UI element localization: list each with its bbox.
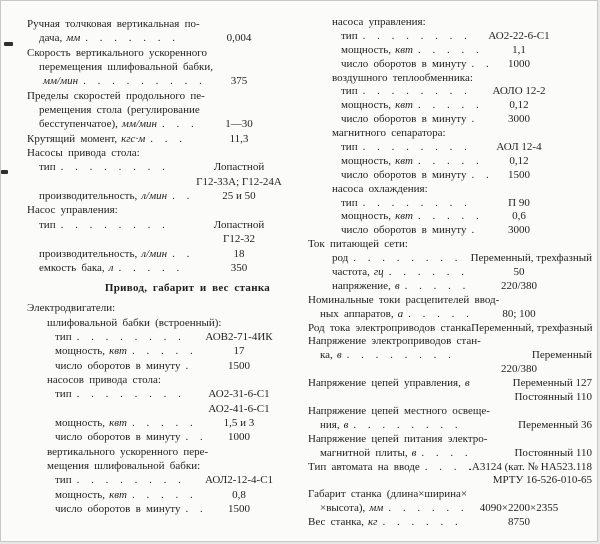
spec-line	[304, 349, 594, 363]
spec-line	[304, 461, 594, 475]
spec-label: Скорость вертикального ускоренного	[27, 46, 208, 59]
unit-label: гц	[373, 266, 384, 279]
spec-value: 1500	[508, 168, 530, 181]
dot-leader: . . . . . . . .	[353, 252, 458, 265]
spec-line	[304, 322, 594, 336]
spec-value: 0,8	[232, 488, 246, 501]
spec-line	[304, 141, 594, 155]
spec-label: число оборотов в минуту	[55, 359, 181, 372]
spec-label: производительность,	[39, 247, 138, 260]
unit-label: в	[336, 349, 342, 362]
spec-value: 375	[230, 75, 248, 88]
spec-line	[304, 210, 594, 224]
spec-line	[304, 85, 594, 99]
spec-line	[9, 31, 291, 45]
spec-value: Г12-33А; Г12-24А	[196, 175, 282, 188]
spec-line	[9, 473, 291, 487]
spec-line	[9, 445, 291, 459]
dot-leader: . . .	[150, 132, 182, 145]
spec-line	[304, 488, 594, 502]
dot-leader: . . .	[162, 118, 194, 131]
spec-line	[304, 127, 594, 141]
spec-value: 1000	[508, 57, 530, 70]
spec-label: Насос управления:	[27, 204, 118, 217]
dot-leader: . .	[185, 503, 203, 515]
spec-line	[304, 266, 594, 280]
unit-label: в	[343, 418, 349, 431]
spec-label: насоса управления:	[332, 16, 426, 28]
spec-label: тип	[39, 161, 56, 174]
section-heading	[9, 275, 291, 301]
dot-leader: . . . . .	[118, 261, 180, 274]
spec-label: Габарит станка (длина×ширина×	[308, 488, 468, 501]
spec-value: 1500	[228, 359, 250, 372]
unit-label: квт	[395, 43, 413, 56]
spec-value: 11,3	[229, 132, 249, 145]
spec-value: 25 и 50	[222, 190, 256, 203]
dot-leader: . . . . . . .	[85, 32, 175, 45]
unit-label: в	[464, 377, 470, 390]
spec-line	[304, 183, 594, 197]
spec-line	[9, 60, 291, 74]
spec-line	[304, 72, 594, 86]
spec-line	[304, 377, 594, 391]
unit-label: квт	[395, 99, 413, 112]
spec-value: П 90	[508, 196, 530, 209]
unit-label: а	[397, 307, 404, 320]
spec-value: 220/380	[500, 279, 538, 292]
spec-label: ния,	[320, 418, 340, 431]
dot-leader: . . . . . . . .	[76, 474, 181, 487]
unit-label: кг	[368, 516, 378, 529]
spec-value: Постоянный 110	[514, 391, 592, 404]
spec-value: 4090×2200×2355	[479, 502, 559, 515]
dot-leader: . . . . .	[417, 43, 479, 56]
spec-label: Насосы привода стола:	[27, 147, 140, 160]
spec-value: АО2-41-6-С1	[208, 402, 270, 415]
spec-line	[9, 117, 291, 131]
spec-line	[9, 160, 291, 174]
spec-line	[9, 430, 291, 444]
spec-line	[9, 416, 291, 430]
spec-label: магнитной плиты,	[320, 446, 408, 459]
dot-leader: . . . . .	[131, 345, 193, 358]
spec-label: насоса охлаждения:	[332, 182, 428, 195]
unit-label: квт	[109, 345, 127, 358]
spec-line	[304, 433, 594, 447]
spec-line	[9, 502, 291, 516]
dot-leader: . . . .	[421, 446, 468, 459]
spec-label: Напряжение цепей управления,	[308, 377, 461, 390]
spec-line	[304, 405, 594, 419]
spec-value: АОЛ2-12-4-С1	[204, 474, 274, 487]
spec-line	[304, 238, 594, 252]
spec-line	[9, 17, 291, 31]
spec-label: емкость бака,	[39, 261, 105, 274]
spec-line	[304, 169, 594, 183]
spec-value: 50	[513, 266, 525, 279]
spec-line	[9, 330, 291, 344]
spec-line	[304, 44, 594, 58]
spec-label: Пределы скоростей продольного пе-	[27, 89, 205, 102]
dot-leader: . . . . . .	[382, 516, 458, 529]
spec-label: шлифовальной бабки (встроенный):	[47, 316, 222, 329]
scan-artifact-mark	[1, 170, 8, 174]
spec-value: 350	[230, 261, 248, 274]
spec-label: тип	[39, 218, 56, 231]
spec-label: насосов привода стола:	[47, 373, 161, 386]
dot-leader: . .	[185, 431, 203, 444]
spec-label: Напряжение цепей местного освеще-	[308, 404, 490, 417]
dot-leader: . . . . . . . .	[346, 349, 451, 362]
spec-label: мощность,	[341, 210, 392, 223]
spec-line	[304, 308, 594, 322]
spec-line	[9, 488, 291, 502]
dot-leader: . . . . . . . . .	[83, 75, 202, 88]
spec-label: тип	[55, 330, 72, 343]
spec-value: Переменный, трехфазный	[471, 321, 593, 334]
spec-value: 1,5 и 3	[223, 416, 255, 429]
spec-line	[304, 502, 594, 516]
unit-label: квт	[109, 416, 127, 429]
spec-value: АОЛО 12-2	[492, 85, 546, 98]
spec-line	[9, 89, 291, 103]
spec-value: АОВ2-71-4ИК	[205, 330, 273, 343]
spec-label: тип	[341, 141, 358, 154]
dot-leader: . . . . . . . .	[362, 29, 467, 42]
spec-value: Переменный 127	[512, 377, 592, 390]
spec-label: Ручная толчковая вертикальная по-	[27, 18, 200, 30]
spec-value: 0,6	[512, 210, 526, 223]
dot-leader: . . . . .	[417, 210, 479, 223]
unit-label: л/мин	[141, 190, 168, 203]
spec-label: ремещения стола (регулирование	[39, 104, 200, 117]
spec-value: 8750	[508, 516, 530, 529]
spec-value: Г12-32	[222, 233, 256, 246]
spec-line	[304, 447, 594, 461]
spec-line	[304, 474, 594, 488]
dot-leader: . . . . .	[417, 99, 479, 112]
spec-value: .А3124 (кат. № НА523.118	[469, 460, 592, 473]
dot-leader: .	[471, 224, 475, 237]
spec-line	[9, 359, 291, 373]
dot-leader: . .	[471, 57, 489, 70]
spec-label: мещения шлифовальной бабки:	[47, 459, 201, 472]
spec-label: число оборотов в минуту	[55, 503, 181, 515]
spec-line	[304, 280, 594, 294]
dot-leader: . . . . . . . .	[362, 85, 467, 98]
dot-leader: . . . . . . . .	[362, 141, 467, 154]
spec-line	[304, 391, 594, 405]
spec-line	[304, 113, 594, 127]
spec-label: тип	[341, 29, 358, 42]
spec-value: 80; 100	[502, 307, 536, 320]
spec-line	[9, 103, 291, 117]
unit-label: мм/мин	[121, 118, 157, 131]
unit-label: в	[411, 446, 417, 459]
spec-value: АО2-31-6-С1	[208, 388, 270, 401]
spec-label: мощность,	[55, 345, 106, 358]
spec-label: мощность,	[55, 416, 106, 429]
spec-line	[304, 155, 594, 169]
spec-label: частота,	[332, 266, 370, 279]
spec-line	[9, 301, 291, 315]
unit-label: квт	[395, 210, 413, 223]
left-column	[9, 17, 291, 516]
spec-value: 0,12	[509, 154, 529, 167]
unit-label: мм/мин	[43, 75, 79, 88]
unit-label: кгс·м	[121, 132, 146, 145]
spec-line	[9, 316, 291, 330]
spec-label: ×высота),	[320, 502, 366, 515]
spec-label: мощность,	[341, 154, 392, 167]
spec-line	[9, 146, 291, 160]
dot-leader: . .	[172, 190, 190, 203]
right-column	[304, 16, 594, 530]
unit-label: квт	[395, 154, 413, 167]
spec-label: мощность,	[55, 488, 106, 501]
spec-label: магнитного сепаратора:	[332, 127, 446, 140]
dot-leader: .	[185, 359, 189, 372]
spec-line	[304, 516, 594, 530]
spec-label: Напряжение электроприводов стан-	[308, 335, 481, 348]
unit-label: л	[108, 261, 114, 274]
dot-leader: . . . . .	[417, 154, 479, 167]
spec-line	[9, 218, 291, 232]
spec-value: 1000	[228, 431, 250, 444]
dot-leader: . . . . .	[131, 416, 193, 429]
spec-line	[9, 46, 291, 60]
spec-label: число оборотов в минуту	[341, 224, 467, 237]
spec-label: тип	[55, 474, 72, 487]
spec-label: Напряжение цепей питания электро-	[308, 432, 488, 445]
unit-label: квт	[109, 488, 127, 501]
spec-label: бесступенчатое),	[39, 118, 118, 131]
spec-label: число оборотов в минуту	[341, 168, 467, 181]
dot-leader: . . . .	[424, 460, 472, 473]
spec-line	[304, 99, 594, 113]
spec-label: ных аппаратов,	[320, 307, 394, 320]
spec-label: число оборотов в минуту	[55, 431, 181, 444]
spec-value: Переменный, трехфазный	[470, 252, 592, 265]
dot-leader: . .	[471, 168, 489, 181]
spec-label: воздушного теплообменника:	[332, 71, 473, 84]
spec-value: 0,12	[509, 99, 529, 112]
dot-leader: . . . . . . . .	[76, 330, 181, 343]
spec-line	[304, 224, 594, 238]
spec-label: Электродвигатели:	[27, 302, 116, 315]
spec-label: мощность,	[341, 99, 392, 112]
spec-label: Крутящий момент,	[27, 132, 118, 145]
spec-value: Постоянный 110	[514, 446, 592, 459]
spec-value: Лопастной	[213, 218, 265, 231]
spec-line	[304, 363, 594, 377]
spec-value: 220/380	[500, 363, 538, 376]
spec-label: число оборотов в минуту	[341, 57, 467, 70]
spec-label: Род тока электроприводов станка	[308, 321, 472, 334]
unit-label: мм	[369, 502, 384, 515]
spec-label: число оборотов в минуту	[341, 113, 467, 126]
section-heading-text: Привод, габарит и вес станка	[104, 282, 271, 295]
spec-value: Лопастной	[213, 161, 265, 174]
spec-line	[304, 252, 594, 266]
spec-line	[9, 132, 291, 146]
spec-line	[304, 294, 594, 308]
spec-line	[9, 189, 291, 203]
spec-value: Переменный	[531, 349, 592, 362]
spec-value: 0,004	[226, 32, 252, 45]
spec-label: производительность,	[39, 190, 138, 203]
spec-line	[9, 247, 291, 261]
spec-label: напряжение,	[332, 279, 391, 292]
spec-value: 17	[233, 345, 245, 358]
spec-line	[304, 30, 594, 44]
spec-label: мощность,	[341, 43, 392, 56]
dot-leader: . . . . .	[408, 307, 469, 320]
spec-line	[304, 58, 594, 72]
spec-value: 1,1	[512, 43, 526, 56]
spec-value: 1500	[228, 503, 250, 515]
spec-line	[9, 261, 291, 275]
dot-leader: . . . . . . . .	[353, 418, 458, 431]
dot-leader: . . . . .	[131, 488, 193, 501]
spec-label: Вес станка,	[308, 516, 365, 529]
spec-label: дача,	[39, 32, 63, 45]
spec-value: 18	[233, 247, 245, 260]
dot-leader: . . . . . . . .	[60, 161, 165, 174]
dot-leader: . . . . . .	[388, 266, 464, 279]
spec-label: род	[332, 252, 349, 265]
spec-line	[304, 419, 594, 433]
spec-value: МРТУ 16-526-010-65	[492, 474, 592, 487]
spec-label: Номинальные токи расцепителей ввод-	[308, 293, 500, 306]
spec-value: 1—30	[225, 118, 253, 131]
spec-label: ка,	[320, 349, 333, 362]
spec-line	[9, 74, 291, 88]
dot-leader: . . . . . . . .	[76, 388, 181, 401]
spec-label: тип	[55, 388, 72, 401]
spec-line	[304, 335, 594, 349]
dot-leader: . .	[172, 247, 190, 260]
spec-line	[9, 387, 291, 401]
spec-line	[9, 175, 291, 189]
spec-label: перемещения шлифовальной бабки,	[39, 61, 214, 74]
spec-value: Переменный 36	[518, 418, 592, 431]
dot-leader: . . . . . . . .	[362, 196, 467, 209]
spec-line	[304, 16, 594, 30]
unit-label: в	[394, 279, 400, 292]
spec-line	[304, 197, 594, 211]
spec-line	[9, 459, 291, 473]
spec-label: тип	[341, 85, 358, 98]
dot-leader: . . . . . .	[388, 502, 464, 515]
spec-value: АОЛ 12-4	[496, 141, 542, 154]
spec-value: 3000	[508, 113, 530, 126]
spec-label: тип	[341, 196, 358, 209]
dot-leader: . . . . . . . .	[60, 218, 165, 231]
spec-value: АО2-22-6-С1	[488, 29, 550, 42]
spec-label: Ток питающей сети:	[308, 238, 408, 251]
spec-line	[9, 203, 291, 217]
spec-line	[9, 373, 291, 387]
unit-label: л/мин	[141, 247, 168, 260]
unit-label: мм	[66, 32, 81, 45]
spec-label: Тип автомата на вводе	[308, 460, 420, 473]
dot-leader: .	[471, 113, 475, 126]
spec-label: вертикального ускоренного пере-	[47, 445, 209, 458]
dot-leader: . . . . .	[404, 279, 466, 292]
spec-line	[9, 344, 291, 358]
spec-line	[9, 402, 291, 416]
spec-value: 3000	[508, 224, 530, 237]
spec-line	[9, 232, 291, 246]
